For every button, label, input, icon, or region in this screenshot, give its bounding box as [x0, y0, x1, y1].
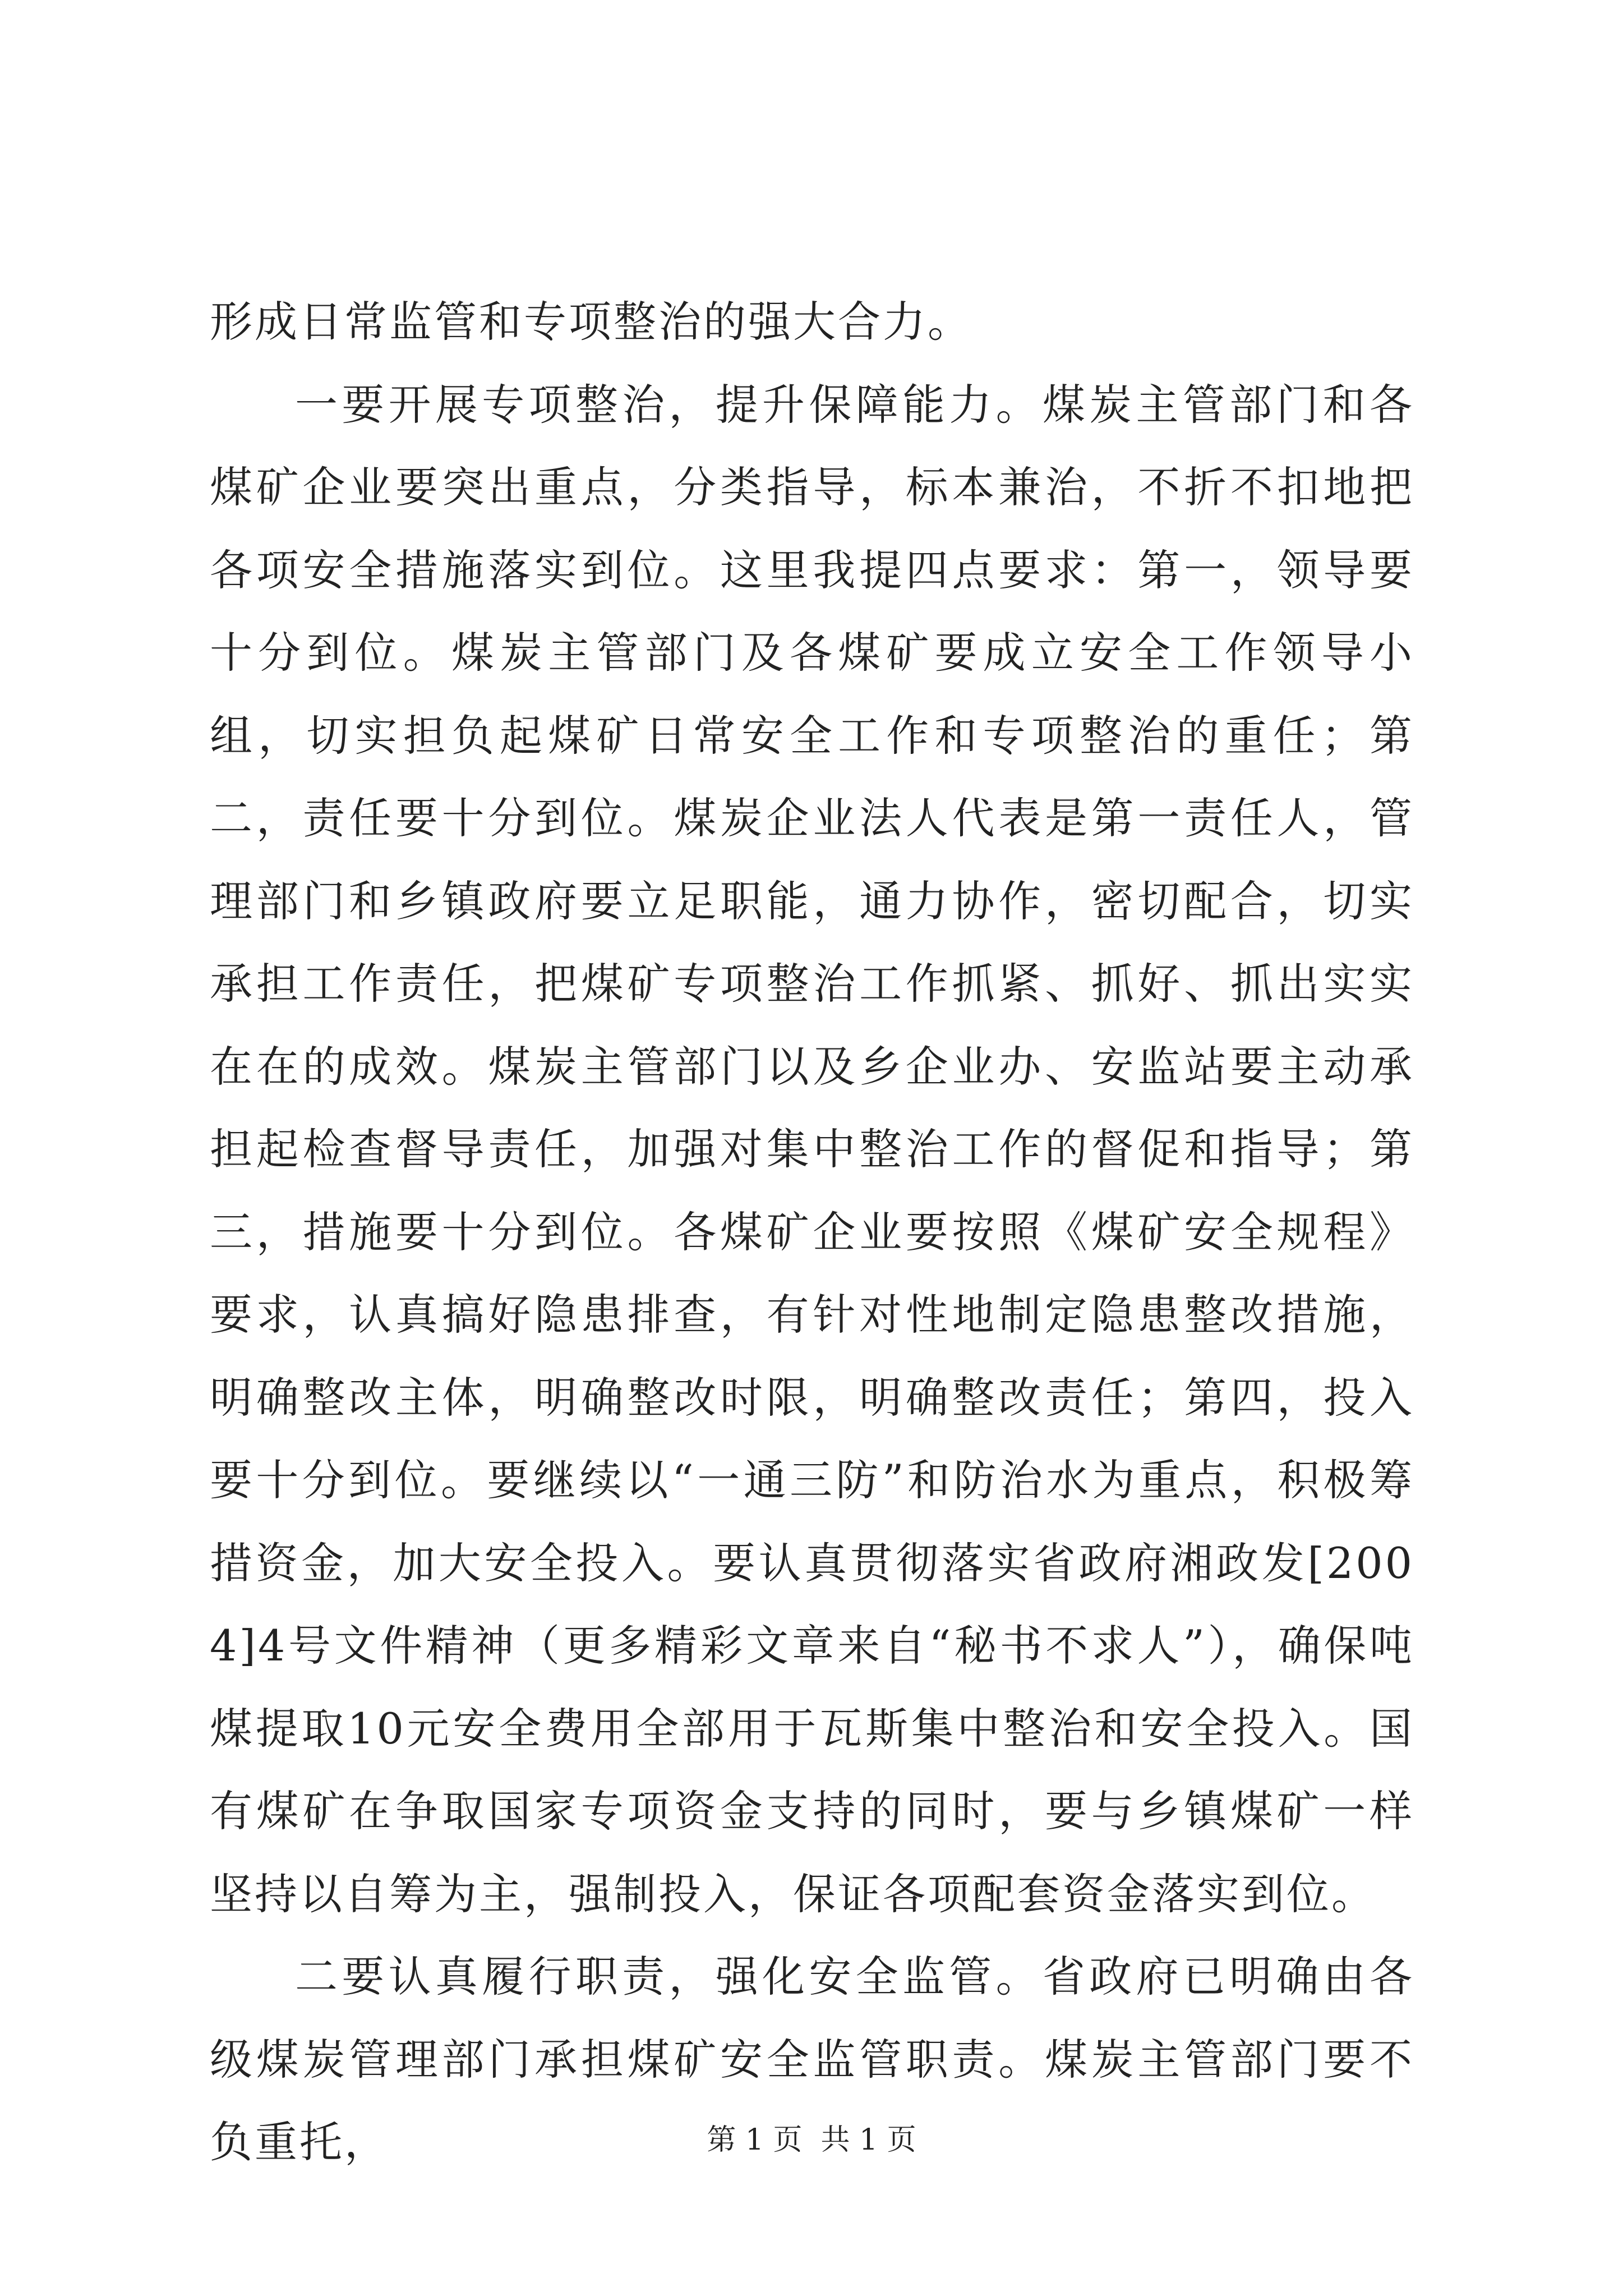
paragraph-continuation: 形成日常监管和专项整治的强大合力。	[210, 297, 972, 347]
paragraph-supervision-duties: 二要认真履行职责，强化安全监管。省政府已明确由各级煤炭管理部门承担煤矿安全监管职责。煤炭主管部门要不负重托，	[210, 1952, 1414, 2167]
page-footer: 第 1 页 共 1 页	[707, 2123, 916, 2157]
document-body	[210, 280, 1414, 2184]
paragraph-special-rectification: 一要开展专项整治，提升保障能力。煤炭主管部门和各煤矿企业要突出重点，分类指导，标本兼治，不折不扣地把各项安全措施落实到位。这里我提四点要求：第一，领导要十分到位。煤炭主管部门及各煤矿要成立安全工作领导小组，切实担负起煤矿日常安全工作和专项整治的重任；第二，责任要十分到位。煤炭企业法人代表是第一责任人，管理部门和乡镇政府要立足职能，通力协作，密切配合，切实承担工作责任，把煤矿专项整治工作抓紧、抓好、抓出实实在在的成效。煤炭主管部门以及乡企业办、安监站要主动承担起检查督导责任，加强对集中整治工作的督促和指导；第三，措施要十分到位。各煤矿企业要按照《煤矿安全规程》要求，认真搞好隐患排查，有针对性地制定隐患整改措施，明确整改主体，明确整改时限，明确整改责任；第四，投入要十分到位。要继续以“一通三防”和防治水为重点，积极筹措资金，加大安全投入。要认真贯彻落实省政府湘政发[2004]4号文件精神（更多精彩文章来自“秘书不求人”），确保吨煤提取10元安全费用全部用于瓦斯集中整治和安全投入。国有煤矿在争取国家专项资金支持的同时，要与乡镇煤矿一样坚持以自筹为主，强制投入，保证各项配套资金落实到位。	[210, 379, 1414, 1919]
